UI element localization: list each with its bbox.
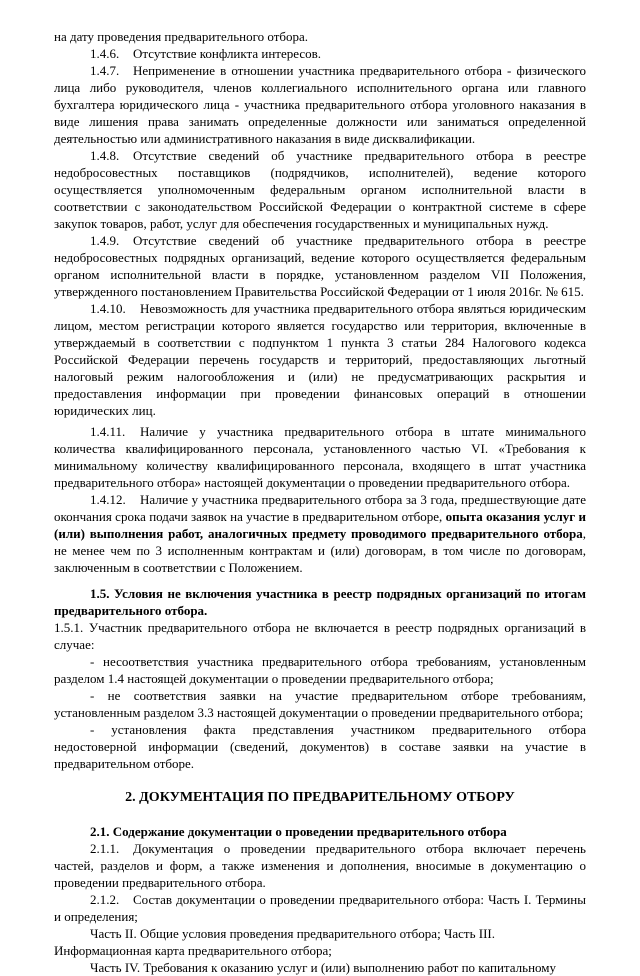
item-1-4-11	[54, 423, 586, 491]
item-1-4-12	[54, 491, 586, 576]
item-text: Отсутствие сведений об участнике предварительного отбора в реестре недобросовестных подрядных организаций, ведение которого осуществляется федеральным органом исполнительной власти в порядке, установленном разделом VII Положения, утвержденного постановлением Правительства Российской Федерации от 1 июля 2016г. № 615.	[54, 233, 586, 299]
item-number: 2.1.2.	[90, 892, 120, 907]
item-number: 1.4.7.	[90, 63, 120, 78]
parts-line-2: Информационная карта предварительного отбора;	[54, 943, 332, 958]
item-text-a: Наличие у участника предварительного отбора за 3 года, предшествующие дате окончания срока подачи заявок на участие в предварительном отборе,	[54, 492, 586, 524]
item-text: Отсутствие конфликта интересов.	[133, 46, 322, 61]
item-text: Наличие у участника предварительного отбора в штате минимального количества квалифицированного персонала, установленного частью VI. «Требования к минимальному количеству квалифицированного персонала, входящего в штат участника предварительного отбора» настоящей документации о проведении предварительного отбора.	[54, 424, 586, 490]
parts-line-3: Часть IV. Требования к оказанию услуг и (или) выполнению работ по капитальному	[90, 960, 557, 975]
parts-line-1: Часть II. Общие условия проведения предварительного отбора; Часть III.	[90, 926, 496, 941]
bullet-1: - несоответствия участника предварительного отбора требованиям, установленным разделом 1.4 настоящей документации о проведении предварительного отбора;	[54, 654, 586, 686]
item-1-4-7	[54, 62, 586, 147]
item-1-4-8	[54, 147, 586, 232]
item-text: Документация о проведении предварительного отбора включает перечень частей, разделов и форм, а также изменения и дополнения, вносимые в документацию о проведении предварительного отбора.	[54, 841, 586, 890]
item-number: 1.4.6.	[90, 46, 120, 61]
item-text: Невозможность для участника предварительного отбора являться юридическим лицом, местом регистрации которого является государство или территория, включенные в утверждаемый в соответствии с подпунктом 1 пункта 3 статьи 284 Налогового кодекса Российской Федерации перечень государств и территорий, предоставляющих льготный налоговый режим налогообложения и (или) не предусматривающих раскрытия и предоставления информации при проведении финансовых операций в отношении юридических лиц.	[54, 301, 586, 418]
item-text: Неприменение в отношении участника предварительного отбора - физического лица либо руководителя, членов коллегиального исполнительного органа или главного бухгалтера юридического лица - участника предварительного отбора уголовного наказания в виде лишения права занимать определенные должности или заниматься определенной деятельностью или административного наказания в виде дисквалификации.	[54, 63, 586, 146]
section-1-5-heading: 1.5. Условия не включения участника в реестр подрядных организаций по итогам предварительного отбора.	[54, 586, 586, 618]
paragraph-continuation: на дату проведения предварительного отбора.	[54, 29, 309, 44]
item-1-4-6	[54, 45, 586, 62]
item-number: 1.4.9.	[90, 233, 120, 248]
item-number: 1.4.10.	[90, 301, 126, 316]
bullet-3: - установления факта представления участником предварительного отбора недостоверной информации (сведений, документов) в составе заявки на участие в предварительном отборе.	[54, 722, 586, 771]
item-number: 1.4.8.	[90, 148, 120, 163]
item-number: 1.4.11.	[90, 424, 126, 439]
item-text: Состав документации о проведении предварительного отбора: Часть I. Термины и определения;	[54, 892, 586, 924]
item-number: 1.4.12.	[90, 492, 126, 507]
bullet-2: - не соответствия заявки на участие предварительном отборе требованиям, установленным разделом 3.3 настоящей документации о проведении предварительного отбора;	[54, 688, 586, 720]
chapter-2-title: 2. ДОКУМЕНТАЦИЯ ПО ПРЕДВАРИТЕЛЬНОМУ ОТБОРУ	[125, 790, 515, 805]
item-text-bold: опыта оказания услуг и (или) выполнения работ, аналогичных предмету проводимого предварительного отбора	[54, 509, 586, 541]
item-2-1-1	[54, 840, 586, 891]
item-text-b: , не менее чем по 3 исполненным контрактам и (или) договорам, в том числе по договорам, заключенным в соответствии с Положением.	[54, 526, 586, 575]
item-1-4-9	[54, 232, 586, 300]
item-number: 2.1.1.	[90, 841, 120, 856]
section-2-1-heading: 2.1. Содержание документации о проведении предварительного отбора	[90, 824, 507, 839]
item-1-4-10	[54, 300, 586, 419]
clause-1-5-1: 1.5.1. Участник предварительного отбора не включается в реестр подрядных организаций в случае:	[54, 620, 586, 652]
item-text: Отсутствие сведений об участнике предварительного отбора в реестре недобросовестных поставщиков (подрядчиков, исполнителей), ведение которого осуществляется уполномоченным федеральным органом исполнительной власти в соответствии с законодательством Российской Федерации о контрактной системе в сфере закупок товаров, работ, услуг для обеспечения государственных и муниципальных нужд.	[54, 148, 586, 231]
item-2-1-2	[54, 891, 586, 925]
